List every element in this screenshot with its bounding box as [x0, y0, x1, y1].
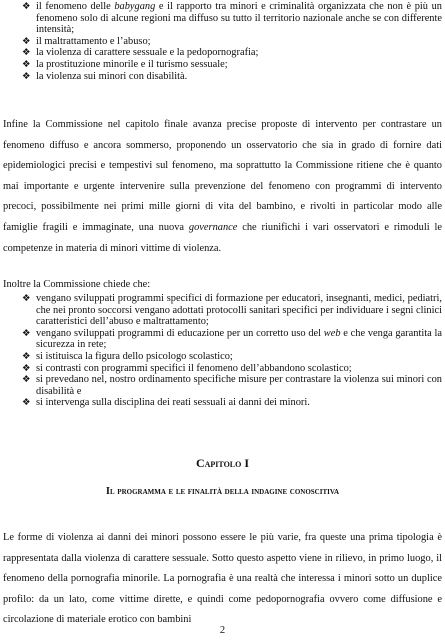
diamond-bullet-icon: ❖ — [22, 35, 31, 47]
chapter-body-paragraph: Le forme di violenza ai danni dei minori possono essere le più varie, fra queste una prima tipologia è rappresentata dalla violenza di carattere sessuale. Sotto questo aspetto viene in rilievo, in primo luogo, il fenomeno della pornografia minorile. La pornografia è una realtà che interessa i minori sotto un duplice profilo: da un lato, come vittime dirette, e quindi come pedopornografia ovvero come diffusione e circolazione di materiale erotico con bambini — [3, 532, 442, 626]
list-item: ❖ si istituisca la figura dello psicologo scolastico; — [22, 350, 233, 362]
closing-proposals-paragraph: Infine la Commissione nel capitolo finale avanza precise proposte di intervento per contrastare un fenomeno diffuso e ancora sommerso, proponendo un osservatorio che sia in grado di fornire dati epidemiologici precisi e tempestivi sul fenomeno, ma soprattutto la Commissione ritiene che è quanto mai importante e urgente intervenire sulla prevenzione del fenomeno con programmi di intervento precoci, possibilmente nei primi mille giorni di vita del bambino, e rivolti in particolar modo alle famiglie fragili e immaginate, una nuova governance che riunifichi i vari osservatori e rimoduli le competenze in materia di minori vittime di violenza. — [3, 119, 442, 254]
diamond-bullet-icon: ❖ — [22, 58, 31, 70]
chapter-title: Il programma e le finalità della indagine conoscitiva — [105, 486, 340, 497]
list-item: ❖ il maltrattamento e l’abuso; — [22, 35, 151, 47]
requests-intro: Inoltre la Commissione chiede che: — [3, 279, 151, 290]
page-number: 2 — [219, 625, 226, 636]
list-item: ❖ si prevedano nel, nostro ordinamento specifiche misure per contrastare la violenza sui minori con disabilità e — [22, 374, 442, 397]
list-item: ❖ si contrasti con programmi specifici il fenomeno dell’abbandono scolastico; — [22, 362, 352, 374]
diamond-bullet-icon: ❖ — [22, 47, 31, 59]
list-item: ❖ la prostituzione minorile e il turismo sessuale; — [22, 58, 228, 70]
diamond-bullet-icon: ❖ — [22, 374, 31, 386]
list-item: ❖ si intervenga sulla disciplina dei reati sessuali ai danni dei minori. — [22, 397, 310, 409]
top-bullet-list — [22, 1, 442, 82]
chapter-number: Capitolo I — [195, 456, 250, 470]
diamond-bullet-icon: ❖ — [22, 1, 31, 12]
list-item: ❖ la violenza di carattere sessuale e la pedopornografia; — [22, 47, 259, 59]
requests-bullet-list — [22, 293, 442, 409]
diamond-bullet-icon: ❖ — [22, 350, 31, 362]
list-item: ❖ il fenomeno delle babygang e il rapporto tra minori e criminalità organizzata che non è più un fenomeno solo di alcune regioni ma diffuso su tutto il territorio nazionale anche se con differente intensità; — [22, 1, 442, 36]
list-item: ❖ vengano sviluppati programmi di educazione per un corretto uso del web e che venga garantita la sicurezza in rete; — [22, 327, 442, 351]
diamond-bullet-icon: ❖ — [22, 327, 31, 339]
diamond-bullet-icon: ❖ — [22, 293, 31, 304]
diamond-bullet-icon: ❖ — [22, 70, 31, 82]
list-item: ❖ la violenza sui minori con disabilità. — [22, 70, 188, 82]
diamond-bullet-icon: ❖ — [22, 362, 31, 374]
list-item: ❖ vengano sviluppati programmi specifici di formazione per educatori, insegnanti, medici, pediatri, che nei pronto soccorsi vengano adottati protocolli sanitari specifici per individuare i segni clinici caratteristici dell’abuso e maltrattamento; — [22, 293, 442, 328]
diamond-bullet-icon: ❖ — [22, 397, 31, 409]
